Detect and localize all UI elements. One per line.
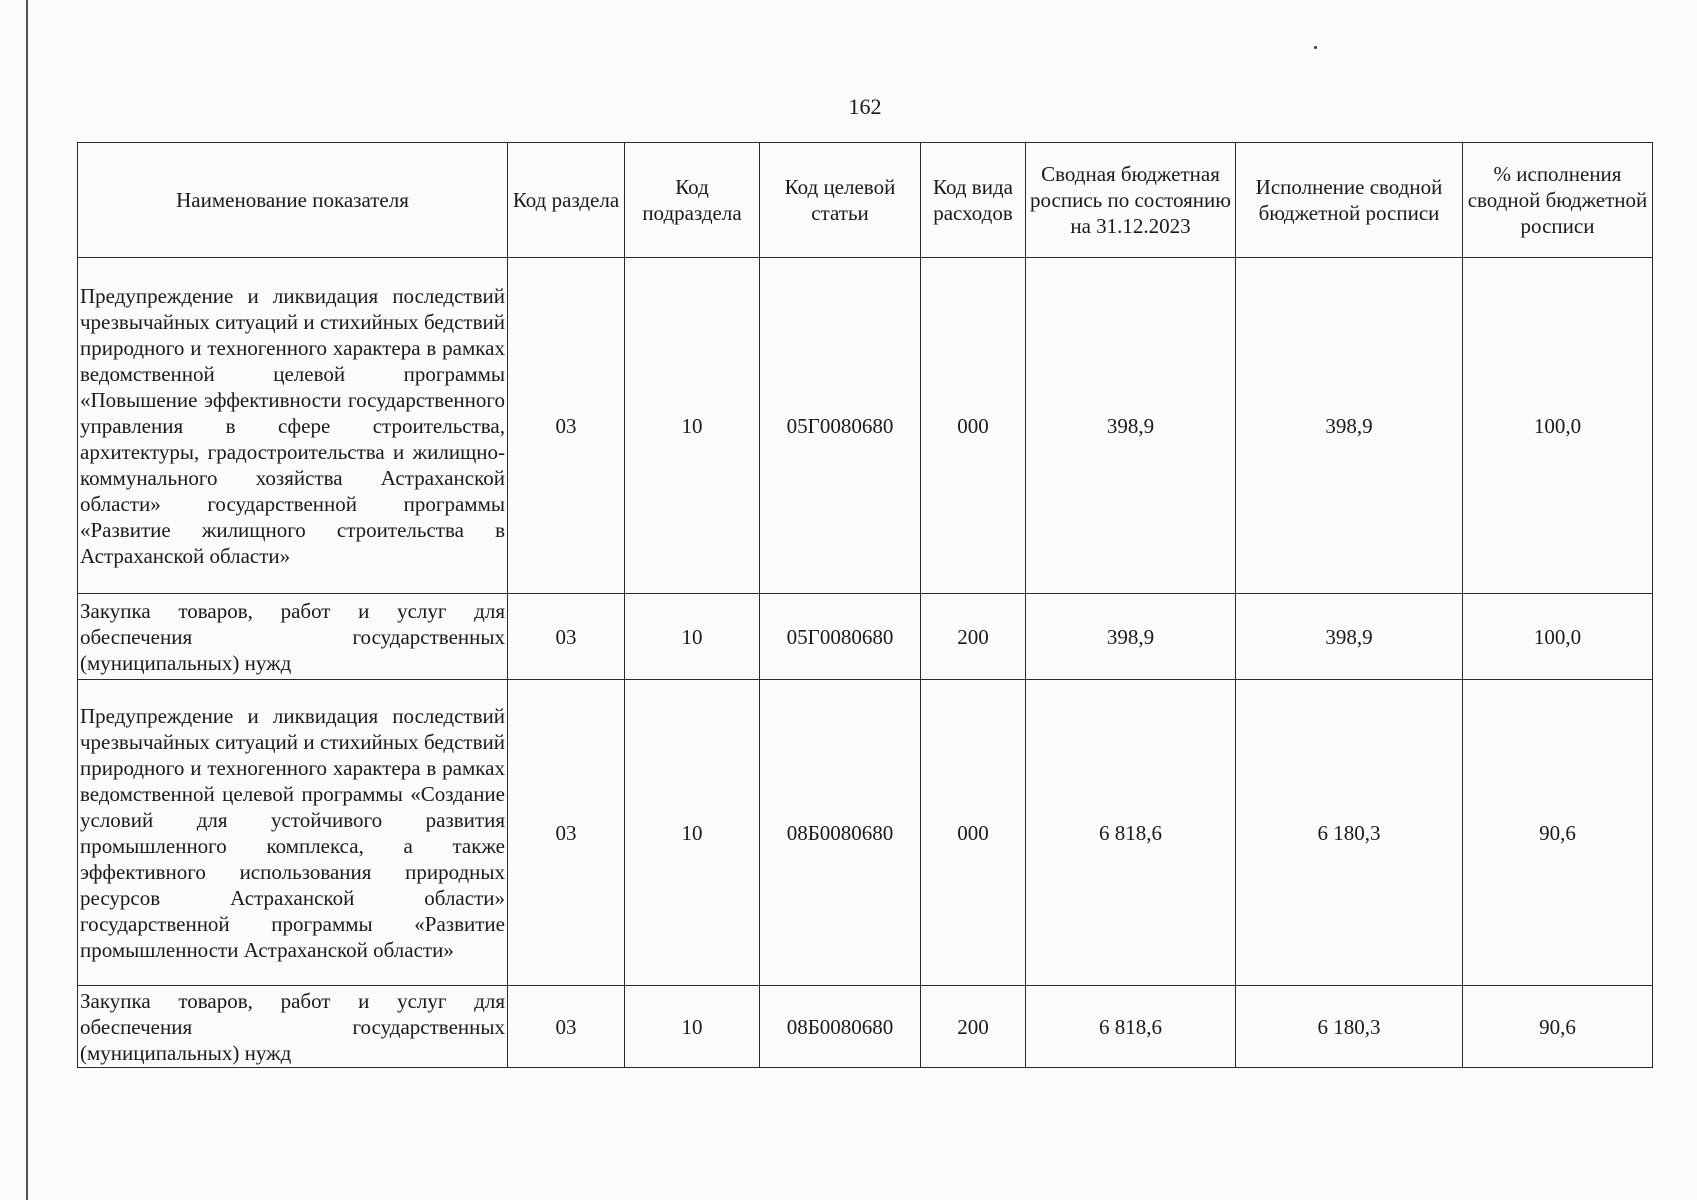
row-expense-type-code: 000 <box>921 680 1026 986</box>
row-name: Закупка товаров, работ и услуг для обеспечения государственных (муниципальных) нужд <box>78 986 508 1068</box>
table-row <box>78 258 1653 594</box>
row-name: Закупка товаров, работ и услуг для обеспечения государственных (муниципальных) нужд <box>78 594 508 680</box>
row-expense-type-code: 200 <box>921 594 1026 680</box>
row-budget-plan: 398,9 <box>1026 258 1236 594</box>
table-row <box>78 986 1653 1068</box>
row-section-code: 03 <box>508 680 625 986</box>
header-budget-plan: Сводная бюджетная роспись по состоянию на 31.12.2023 <box>1026 143 1236 258</box>
row-subsection-code: 10 <box>625 594 760 680</box>
header-execution-percent: % исполнения сводной бюджетной росписи <box>1463 143 1653 258</box>
scan-artifact-dot <box>1314 46 1317 49</box>
header-section-code: Код раздела <box>508 143 625 258</box>
budget-execution-table <box>77 142 1653 1068</box>
row-expense-type-code: 200 <box>921 986 1026 1068</box>
row-target-code: 05Г0080680 <box>760 594 921 680</box>
row-subsection-code: 10 <box>625 986 760 1068</box>
row-budget-plan: 6 818,6 <box>1026 986 1236 1068</box>
row-budget-execution: 398,9 <box>1236 594 1463 680</box>
row-name: Предупреждение и ликвидация последствий чрезвычайных ситуаций и стихийных бедствий природного и техногенного характера в рамках ведомственной целевой программы «Создание условий для устойчивого развития промышленного комплекса, а также эффективного использования природных ресурсов Астраханской области» государственной программы «Развитие промышленности Астраханской области» <box>78 680 508 986</box>
row-name: Предупреждение и ликвидация последствий чрезвычайных ситуаций и стихийных бедствий природного и техногенного характера в рамках ведомственной целевой программы «Повышение эффективности государственного управления в сфере строительства, архитектуры, градостроительства и жилищно-коммунального хозяйства Астраханской области» государственной программы «Развитие жилищного строительства в Астраханской области» <box>78 258 508 594</box>
row-execution-percent: 90,6 <box>1463 680 1653 986</box>
header-indicator-name: Наименование показателя <box>78 143 508 258</box>
row-target-code: 08Б0080680 <box>760 986 921 1068</box>
row-execution-percent: 100,0 <box>1463 258 1653 594</box>
row-subsection-code: 10 <box>625 680 760 986</box>
table-row <box>78 594 1653 680</box>
header-expense-type-code: Код вида расходов <box>921 143 1026 258</box>
row-execution-percent: 100,0 <box>1463 594 1653 680</box>
row-budget-execution: 6 180,3 <box>1236 986 1463 1068</box>
header-subsection-code: Код подраздела <box>625 143 760 258</box>
binding-margin-line <box>26 0 28 1200</box>
header-target-code: Код целевой статьи <box>760 143 921 258</box>
row-budget-execution: 398,9 <box>1236 258 1463 594</box>
row-target-code: 08Б0080680 <box>760 680 921 986</box>
row-execution-percent: 90,6 <box>1463 986 1653 1068</box>
row-target-code: 05Г0080680 <box>760 258 921 594</box>
row-budget-plan: 398,9 <box>1026 594 1236 680</box>
table-header-row <box>78 143 1653 258</box>
row-budget-plan: 6 818,6 <box>1026 680 1236 986</box>
row-subsection-code: 10 <box>625 258 760 594</box>
row-section-code: 03 <box>508 594 625 680</box>
row-section-code: 03 <box>508 258 625 594</box>
row-budget-execution: 6 180,3 <box>1236 680 1463 986</box>
table-row <box>78 680 1653 986</box>
row-section-code: 03 <box>508 986 625 1068</box>
row-expense-type-code: 000 <box>921 258 1026 594</box>
header-budget-execution: Исполнение сводной бюджетной росписи <box>1236 143 1463 258</box>
page-number: 162 <box>848 94 882 119</box>
